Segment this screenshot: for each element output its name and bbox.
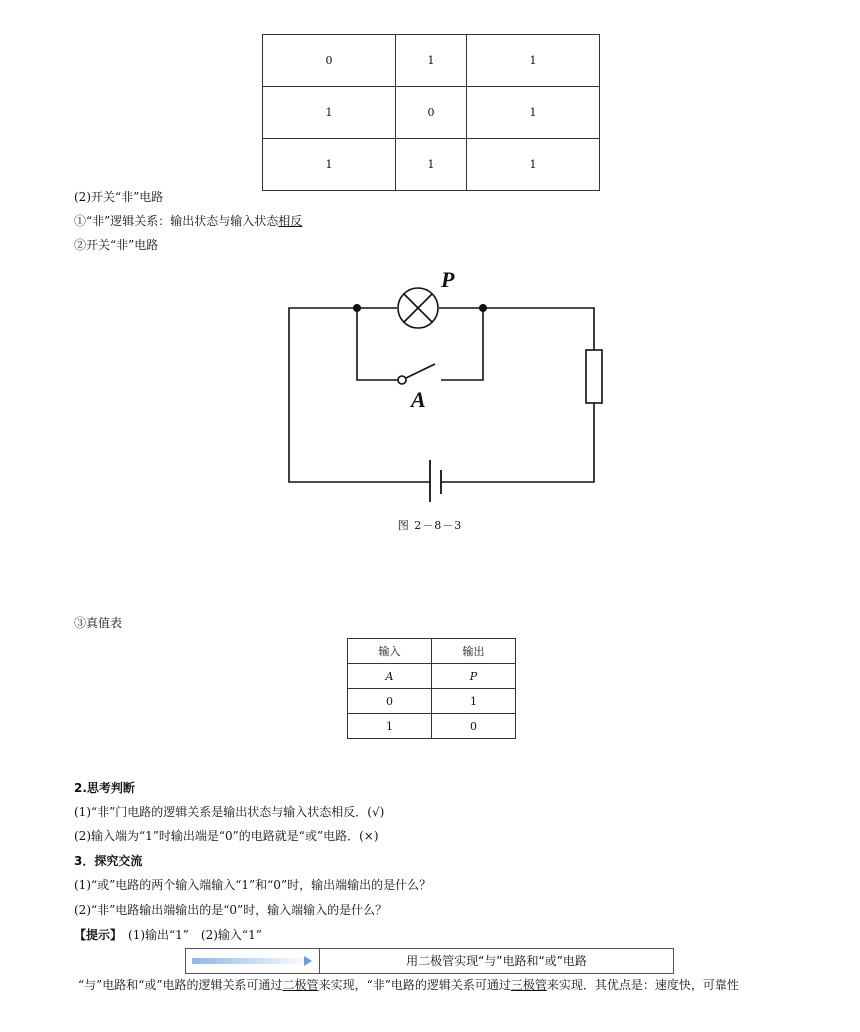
- section-banner: [185, 948, 674, 974]
- table-cell: 0: [263, 35, 396, 87]
- table-row: [348, 714, 516, 739]
- wire-top-left: [289, 308, 430, 482]
- table-row: [348, 664, 516, 689]
- table-cell: 1: [263, 139, 396, 191]
- table-cell: 1: [348, 714, 432, 739]
- table-cell: 1: [467, 139, 600, 191]
- explore-question-1: (1)“或”电路的两个输入端输入“1”和“0”时，输出端输出的是什么？: [74, 878, 432, 892]
- column-header-input: 输入: [348, 639, 432, 664]
- table-row: [348, 689, 516, 714]
- section-not-heading: (2)开关“非”电路: [74, 190, 164, 204]
- figure-caption: 图 2－8－3: [397, 519, 463, 532]
- table-cell: 0: [432, 714, 516, 739]
- arrow-right-icon: [304, 956, 312, 966]
- lamp-label: P: [441, 267, 455, 292]
- switch-blade: [406, 364, 435, 378]
- table-cell: 0: [396, 87, 467, 139]
- paragraph-text: “与”电路和“或”电路的逻辑关系可通过: [78, 978, 283, 992]
- explore-heading: 3．探究交流: [74, 854, 143, 868]
- table-cell: 1: [263, 87, 396, 139]
- banner-bar: [192, 958, 312, 964]
- explore-question-2: (2)“非”电路输出端输出的是“0”时，输入端输入的是什么？: [74, 903, 388, 917]
- wire-switch-left: [357, 308, 398, 380]
- wire-switch-right: [441, 308, 483, 380]
- table-cell: 1: [396, 35, 467, 87]
- table-cell: 1: [467, 35, 600, 87]
- judge-question-1: (1)“非”门电路的逻辑关系是输出状态与输入状态相反．(√): [74, 805, 385, 819]
- judge-heading: 2.思考判断: [74, 781, 135, 795]
- paragraph-text: 来实现．其优点是：速度快，可靠性: [546, 978, 739, 992]
- table-cell: 0: [348, 689, 432, 714]
- switch-pivot: [398, 376, 406, 384]
- not-circuit-label: ②开关“非”电路: [74, 238, 159, 252]
- table-cell: P: [432, 664, 516, 689]
- judge-question-2: (2)输入端为“1”时输出端是“0”的电路就是“或”电路．(×): [74, 829, 379, 843]
- not-logic-text: ①“非”逻辑关系：输出状态与输入状态: [74, 214, 279, 228]
- paragraph-text: 来实现，“非”电路的逻辑关系可通过: [318, 978, 511, 992]
- table-header-row: [348, 639, 516, 664]
- answer-transistor: 三极管: [510, 978, 547, 992]
- not-truth-table: [347, 638, 516, 739]
- not-logic-answer: 相反: [278, 214, 303, 228]
- table-cell: 1: [432, 689, 516, 714]
- column-header-output: 输出: [432, 639, 516, 664]
- diode-paragraph: [78, 976, 739, 993]
- hint-text: (1)输出“1” (2)输入“1”: [128, 928, 262, 942]
- switch-label: A: [411, 387, 426, 412]
- wire-top-right: [483, 308, 594, 350]
- banner-decoration: [186, 949, 320, 973]
- table-cell: 1: [467, 87, 600, 139]
- hint-line: [74, 926, 262, 943]
- resistor-icon: [586, 350, 602, 403]
- truth-table-heading: ③真值表: [74, 616, 123, 630]
- table-cell: 1: [396, 139, 467, 191]
- answer-diode: 二极管: [282, 978, 319, 992]
- wire-right-lower: [441, 403, 594, 482]
- junction-right: [479, 304, 487, 312]
- hint-label: 【提示】: [74, 928, 117, 942]
- table-cell: A: [348, 664, 432, 689]
- junction-left: [353, 304, 361, 312]
- banner-title: 用二极管实现“与”电路和“或”电路: [406, 954, 587, 968]
